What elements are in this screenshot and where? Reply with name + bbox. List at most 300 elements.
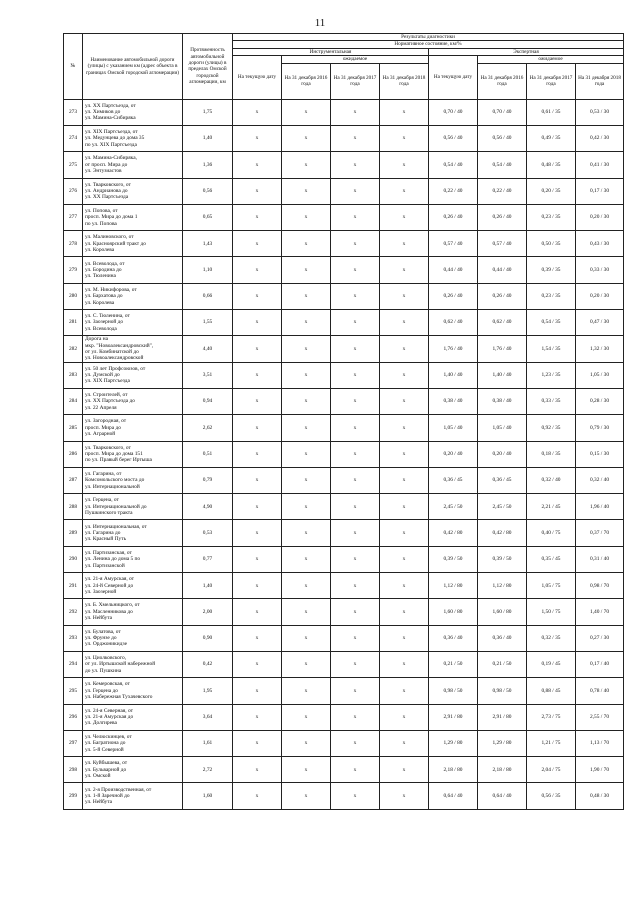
table-row xyxy=(64,310,624,336)
table-row xyxy=(64,204,624,230)
instrumental-current: x xyxy=(233,415,282,441)
road-length: 1,55 xyxy=(183,310,233,336)
instrumental-2018: x xyxy=(380,231,429,257)
expert-2018: 0,17 / 40 xyxy=(576,651,624,677)
instrumental-2016: x xyxy=(282,336,331,362)
expert-2017: 1,23 / 35 xyxy=(527,362,576,388)
road-name: ул. Мамина-Сибиряка, от просп. Мира до ул. Энтузиастов xyxy=(83,152,183,178)
table-row xyxy=(64,704,624,730)
road-name: ул. Загородная, от просп. Мира до ул. Аграрной xyxy=(83,415,183,441)
expert-2017: 0,48 / 35 xyxy=(527,152,576,178)
instrumental-2018: x xyxy=(380,441,429,467)
instrumental-current: x xyxy=(233,257,282,283)
road-length: 0,77 xyxy=(183,546,233,572)
road-length: 0,65 xyxy=(183,204,233,230)
instrumental-2018: x xyxy=(380,310,429,336)
instrumental-2016: x xyxy=(282,125,331,151)
expert-2017: 0,32 / 35 xyxy=(527,625,576,651)
instrumental-2017: x xyxy=(331,152,380,178)
instrumental-2016: x xyxy=(282,651,331,677)
road-length: 0,42 xyxy=(183,651,233,677)
expert-2017: 0,23 / 35 xyxy=(527,204,576,230)
road-length: 1,36 xyxy=(183,152,233,178)
instrumental-2018: x xyxy=(380,204,429,230)
instrumental-2018: x xyxy=(380,152,429,178)
header-expert-2017: На 31 декабря 2017 года xyxy=(527,63,576,99)
instrumental-2018: x xyxy=(380,625,429,651)
instrumental-current: x xyxy=(233,362,282,388)
row-number: 281 xyxy=(64,310,83,336)
expert-2018: 2,55 / 70 xyxy=(576,704,624,730)
road-name: ул. 2-я Производственная, от ул. 1-й Заречной до ул. Нейбута xyxy=(83,783,183,809)
expert-2017: 2,04 / 75 xyxy=(527,757,576,783)
road-length: 0,51 xyxy=(183,441,233,467)
expert-2018: 1,13 / 70 xyxy=(576,730,624,756)
road-name: Дорога на мкр. "Новоалександровский", от ул. Комбинатской до ул. Новоалександровской xyxy=(83,336,183,362)
expert-current: 0,26 / 40 xyxy=(429,283,478,309)
row-number: 295 xyxy=(64,678,83,704)
instrumental-2016: x xyxy=(282,388,331,414)
row-number: 275 xyxy=(64,152,83,178)
instrumental-2018: x xyxy=(380,362,429,388)
expert-2017: 0,19 / 45 xyxy=(527,651,576,677)
instrumental-current: x xyxy=(233,388,282,414)
expert-2017: 0,20 / 35 xyxy=(527,178,576,204)
row-number: 273 xyxy=(64,99,83,125)
road-name: ул. 21-я Амурская, от ул. 24-й Северной до ул. Заозерной xyxy=(83,573,183,599)
expert-2017: 0,35 / 45 xyxy=(527,546,576,572)
instrumental-2017: x xyxy=(331,757,380,783)
instrumental-2017: x xyxy=(331,336,380,362)
expert-2018: 0,47 / 30 xyxy=(576,310,624,336)
expert-2016: 1,29 / 80 xyxy=(478,730,527,756)
expert-2016: 1,40 / 40 xyxy=(478,362,527,388)
table-row xyxy=(64,730,624,756)
road-name: ул. М. Никифорова, от ул. Бархатова до ул. Королева xyxy=(83,283,183,309)
instrumental-2016: x xyxy=(282,599,331,625)
header-number: № xyxy=(64,34,83,100)
expert-current: 0,98 / 50 xyxy=(429,678,478,704)
instrumental-2017: x xyxy=(331,310,380,336)
row-number: 297 xyxy=(64,730,83,756)
expert-current: 0,70 / 40 xyxy=(429,99,478,125)
instrumental-current: x xyxy=(233,625,282,651)
road-name: ул. Малиновского, от ул. Красноярский тракт до ул. Королева xyxy=(83,231,183,257)
expert-2018: 0,37 / 70 xyxy=(576,520,624,546)
expert-2018: 0,78 / 40 xyxy=(576,678,624,704)
instrumental-2016: x xyxy=(282,99,331,125)
expert-2018: 0,43 / 30 xyxy=(576,231,624,257)
instrumental-2018: x xyxy=(380,783,429,809)
instrumental-2018: x xyxy=(380,125,429,151)
expert-2016: 0,21 / 50 xyxy=(478,651,527,677)
header-expert-2018: На 31 декабря 2018 года xyxy=(576,63,624,99)
instrumental-2018: x xyxy=(380,599,429,625)
instrumental-2017: x xyxy=(331,283,380,309)
expert-2018: 0,27 / 30 xyxy=(576,625,624,651)
expert-current: 0,36 / 40 xyxy=(429,625,478,651)
expert-2017: 1,21 / 75 xyxy=(527,730,576,756)
instrumental-2017: x xyxy=(331,125,380,151)
header-expert: Экспертная xyxy=(429,48,624,55)
expert-current: 0,22 / 40 xyxy=(429,178,478,204)
instrumental-2017: x xyxy=(331,520,380,546)
expert-2017: 2,21 / 45 xyxy=(527,494,576,520)
instrumental-2018: x xyxy=(380,520,429,546)
instrumental-2016: x xyxy=(282,204,331,230)
instrumental-2018: x xyxy=(380,178,429,204)
instrumental-2017: x xyxy=(331,178,380,204)
instrumental-2018: x xyxy=(380,494,429,520)
expert-current: 1,12 / 80 xyxy=(429,573,478,599)
table-row xyxy=(64,520,624,546)
road-length: 2,72 xyxy=(183,757,233,783)
row-number: 280 xyxy=(64,283,83,309)
road-name: ул. XX Партсъезда, от ул. Химиков до ул. Мамина-Сибиряка xyxy=(83,99,183,125)
instrumental-2016: x xyxy=(282,467,331,493)
expert-2016: 0,36 / 45 xyxy=(478,467,527,493)
road-name: ул. Куйбышева, от ул. Бульварной до ул. Омской xyxy=(83,757,183,783)
road-length: 2,62 xyxy=(183,415,233,441)
header-length: Протяженность автомобильной дороги (улицы) в пределах Омской городской агломерации, км xyxy=(183,34,233,100)
instrumental-2017: x xyxy=(331,704,380,730)
expert-2016: 0,44 / 40 xyxy=(478,257,527,283)
expert-2016: 0,36 / 40 xyxy=(478,625,527,651)
instrumental-2018: x xyxy=(380,257,429,283)
instrumental-current: x xyxy=(233,573,282,599)
row-number: 290 xyxy=(64,546,83,572)
table-row xyxy=(64,257,624,283)
expert-2016: 0,20 / 40 xyxy=(478,441,527,467)
instrumental-current: x xyxy=(233,99,282,125)
header-instr-2017: На 31 декабря 2017 года xyxy=(331,63,380,99)
instrumental-2016: x xyxy=(282,573,331,599)
expert-2018: 0,28 / 30 xyxy=(576,388,624,414)
expert-current: 0,62 / 40 xyxy=(429,310,478,336)
header-expert-current: На текущую дату xyxy=(429,56,478,99)
table-row xyxy=(64,546,624,572)
row-number: 296 xyxy=(64,704,83,730)
instrumental-2017: x xyxy=(331,783,380,809)
expert-2016: 0,42 / 80 xyxy=(478,520,527,546)
row-number: 285 xyxy=(64,415,83,441)
table-row xyxy=(64,783,624,809)
instrumental-2016: x xyxy=(282,257,331,283)
road-length: 4,40 xyxy=(183,336,233,362)
road-length: 1,60 xyxy=(183,783,233,809)
road-length: 0,94 xyxy=(183,388,233,414)
road-length: 0,90 xyxy=(183,625,233,651)
header-normative: Нормативное состояние, км/% xyxy=(233,41,624,48)
expert-current: 0,39 / 50 xyxy=(429,546,478,572)
expert-2018: 1,32 / 30 xyxy=(576,336,624,362)
instrumental-current: x xyxy=(233,204,282,230)
row-number: 299 xyxy=(64,783,83,809)
table-body xyxy=(64,99,624,809)
expert-2018: 0,20 / 30 xyxy=(576,204,624,230)
road-name: ул. 50 лет Профсоюзов, от ул. Думской до ул. XIX Партсъезда xyxy=(83,362,183,388)
instrumental-2018: x xyxy=(380,467,429,493)
table-row xyxy=(64,573,624,599)
instrumental-2018: x xyxy=(380,415,429,441)
road-length: 0,79 xyxy=(183,467,233,493)
expert-current: 0,20 / 40 xyxy=(429,441,478,467)
instrumental-2018: x xyxy=(380,704,429,730)
instrumental-2016: x xyxy=(282,178,331,204)
instrumental-2016: x xyxy=(282,283,331,309)
header-instr-expected: ожидаемое xyxy=(282,56,429,63)
instrumental-current: x xyxy=(233,125,282,151)
instrumental-current: x xyxy=(233,783,282,809)
expert-2017: 0,61 / 35 xyxy=(527,99,576,125)
expert-2016: 0,38 / 40 xyxy=(478,388,527,414)
expert-2016: 0,26 / 40 xyxy=(478,283,527,309)
table-row xyxy=(64,599,624,625)
instrumental-2018: x xyxy=(380,99,429,125)
expert-2018: 1,90 / 70 xyxy=(576,757,624,783)
instrumental-2017: x xyxy=(331,467,380,493)
road-name: ул. Попова, от просп. Мира до дома 1 по ул. Попова xyxy=(83,204,183,230)
expert-2017: 1,05 / 75 xyxy=(527,573,576,599)
table-row xyxy=(64,625,624,651)
instrumental-2018: x xyxy=(380,336,429,362)
road-length: 0,56 xyxy=(183,178,233,204)
instrumental-2017: x xyxy=(331,204,380,230)
road-name: ул. Строителей, от ул. XX Партсъезда до ул. 22 Апреля xyxy=(83,388,183,414)
expert-current: 2,45 / 50 xyxy=(429,494,478,520)
instrumental-current: x xyxy=(233,546,282,572)
instrumental-2017: x xyxy=(331,441,380,467)
instrumental-2016: x xyxy=(282,231,331,257)
expert-2017: 0,92 / 35 xyxy=(527,415,576,441)
expert-current: 0,54 / 40 xyxy=(429,152,478,178)
road-name: ул. Всеволода, от ул. Бородина до ул. Тюленина xyxy=(83,257,183,283)
expert-2018: 0,42 / 30 xyxy=(576,125,624,151)
instrumental-2018: x xyxy=(380,546,429,572)
expert-current: 1,60 / 80 xyxy=(429,599,478,625)
expert-2018: 1,96 / 40 xyxy=(576,494,624,520)
expert-2017: 1,50 / 75 xyxy=(527,599,576,625)
expert-2017: 0,49 / 35 xyxy=(527,125,576,151)
road-name: ул. Челюскинцев, от ул. Багратиона до ул. 5-й Северной xyxy=(83,730,183,756)
expert-2016: 0,64 / 40 xyxy=(478,783,527,809)
instrumental-current: x xyxy=(233,651,282,677)
diagnostics-table xyxy=(63,33,624,810)
road-length: 0,66 xyxy=(183,283,233,309)
row-number: 287 xyxy=(64,467,83,493)
expert-2016: 2,45 / 50 xyxy=(478,494,527,520)
table-row xyxy=(64,415,624,441)
row-number: 279 xyxy=(64,257,83,283)
expert-2016: 0,54 / 40 xyxy=(478,152,527,178)
expert-2018: 0,79 / 30 xyxy=(576,415,624,441)
instrumental-current: x xyxy=(233,494,282,520)
expert-current: 0,36 / 45 xyxy=(429,467,478,493)
instrumental-2017: x xyxy=(331,388,380,414)
instrumental-2016: x xyxy=(282,310,331,336)
instrumental-2016: x xyxy=(282,494,331,520)
expert-2017: 0,54 / 35 xyxy=(527,310,576,336)
instrumental-2016: x xyxy=(282,730,331,756)
instrumental-2017: x xyxy=(331,99,380,125)
row-number: 286 xyxy=(64,441,83,467)
expert-2016: 0,22 / 40 xyxy=(478,178,527,204)
expert-2018: 0,48 / 30 xyxy=(576,783,624,809)
expert-current: 1,76 / 40 xyxy=(429,336,478,362)
road-name: ул. Интернациональная, от ул. Гагарина до ул. Красный Путь xyxy=(83,520,183,546)
instrumental-2017: x xyxy=(331,546,380,572)
instrumental-current: x xyxy=(233,730,282,756)
table-row xyxy=(64,467,624,493)
instrumental-current: x xyxy=(233,178,282,204)
expert-2016: 0,98 / 50 xyxy=(478,678,527,704)
table-row xyxy=(64,678,624,704)
table-row xyxy=(64,231,624,257)
instrumental-2017: x xyxy=(331,415,380,441)
instrumental-current: x xyxy=(233,152,282,178)
expert-current: 0,64 / 40 xyxy=(429,783,478,809)
row-number: 278 xyxy=(64,231,83,257)
expert-2017: 0,50 / 35 xyxy=(527,231,576,257)
expert-2016: 0,70 / 40 xyxy=(478,99,527,125)
expert-2016: 2,91 / 80 xyxy=(478,704,527,730)
table-row xyxy=(64,125,624,151)
row-number: 284 xyxy=(64,388,83,414)
header-instr-2016: На 31 декабря 2016 года xyxy=(282,63,331,99)
row-number: 293 xyxy=(64,625,83,651)
expert-2018: 0,32 / 40 xyxy=(576,467,624,493)
row-number: 289 xyxy=(64,520,83,546)
instrumental-2017: x xyxy=(331,494,380,520)
expert-current: 0,38 / 40 xyxy=(429,388,478,414)
instrumental-current: x xyxy=(233,704,282,730)
instrumental-current: x xyxy=(233,678,282,704)
expert-2017: 0,33 / 35 xyxy=(527,388,576,414)
expert-current: 0,56 / 40 xyxy=(429,125,478,151)
road-length: 0,53 xyxy=(183,520,233,546)
expert-current: 0,21 / 50 xyxy=(429,651,478,677)
expert-2016: 0,56 / 40 xyxy=(478,125,527,151)
header-results: Результаты диагностики xyxy=(233,34,624,41)
table-row xyxy=(64,152,624,178)
row-number: 283 xyxy=(64,362,83,388)
road-name: ул. Тварковского, от ул. Андрианова до ул. XX Партсъезда xyxy=(83,178,183,204)
page-number: 11 xyxy=(314,17,326,29)
expert-current: 2,18 / 80 xyxy=(429,757,478,783)
road-length: 1,95 xyxy=(183,678,233,704)
expert-current: 0,57 / 40 xyxy=(429,231,478,257)
instrumental-2017: x xyxy=(331,362,380,388)
expert-2018: 0,98 / 70 xyxy=(576,573,624,599)
road-name: ул. Кемеровская, от ул. Герцена до ул. Набережная Тухачевского xyxy=(83,678,183,704)
instrumental-2018: x xyxy=(380,678,429,704)
instrumental-2016: x xyxy=(282,415,331,441)
road-length: 3,51 xyxy=(183,362,233,388)
instrumental-2016: x xyxy=(282,678,331,704)
expert-2017: 0,32 / 40 xyxy=(527,467,576,493)
table-row xyxy=(64,494,624,520)
row-number: 276 xyxy=(64,178,83,204)
instrumental-current: x xyxy=(233,757,282,783)
row-number: 274 xyxy=(64,125,83,151)
row-number: 277 xyxy=(64,204,83,230)
road-length: 4,90 xyxy=(183,494,233,520)
road-length: 1,75 xyxy=(183,99,233,125)
instrumental-current: x xyxy=(233,310,282,336)
instrumental-2016: x xyxy=(282,362,331,388)
instrumental-2016: x xyxy=(282,783,331,809)
instrumental-2018: x xyxy=(380,388,429,414)
header-instrumental: Инструментальная xyxy=(233,48,429,55)
header-instr-current: На текущую дату xyxy=(233,56,282,99)
expert-2018: 0,33 / 30 xyxy=(576,257,624,283)
road-length: 1,10 xyxy=(183,257,233,283)
instrumental-2017: x xyxy=(331,678,380,704)
instrumental-2016: x xyxy=(282,441,331,467)
header-expert-2016: На 31 декабря 2016 года xyxy=(478,63,527,99)
instrumental-current: x xyxy=(233,441,282,467)
expert-2017: 0,88 / 45 xyxy=(527,678,576,704)
road-name: ул. Б. Хмельницкого, от ул. Масленникова до ул. Нейбута xyxy=(83,599,183,625)
expert-2016: 1,76 / 40 xyxy=(478,336,527,362)
instrumental-2017: x xyxy=(331,625,380,651)
row-number: 292 xyxy=(64,599,83,625)
road-length: 2,00 xyxy=(183,599,233,625)
table-row xyxy=(64,336,624,362)
expert-2017: 1,54 / 35 xyxy=(527,336,576,362)
row-number: 298 xyxy=(64,757,83,783)
expert-current: 0,42 / 80 xyxy=(429,520,478,546)
expert-current: 1,05 / 40 xyxy=(429,415,478,441)
row-number: 288 xyxy=(64,494,83,520)
expert-current: 0,26 / 40 xyxy=(429,204,478,230)
road-length: 3,64 xyxy=(183,704,233,730)
expert-2016: 1,12 / 80 xyxy=(478,573,527,599)
expert-2016: 0,62 / 40 xyxy=(478,310,527,336)
expert-current: 1,29 / 80 xyxy=(429,730,478,756)
expert-2017: 2,73 / 75 xyxy=(527,704,576,730)
expert-2017: 0,23 / 35 xyxy=(527,283,576,309)
expert-2016: 1,60 / 80 xyxy=(478,599,527,625)
road-length: 1,43 xyxy=(183,231,233,257)
instrumental-current: x xyxy=(233,599,282,625)
header-instr-2018: На 31 декабря 2018 года xyxy=(380,63,429,99)
expert-2017: 0,56 / 35 xyxy=(527,783,576,809)
road-name: ул. Гагарина, от Комсомольского моста до ул. Интернациональной xyxy=(83,467,183,493)
instrumental-2018: x xyxy=(380,651,429,677)
instrumental-2017: x xyxy=(331,599,380,625)
road-name: ул. 24-я Северная, от ул. 21-я Амурская до ул. Долгирева xyxy=(83,704,183,730)
road-length: 1,40 xyxy=(183,573,233,599)
road-name: ул. Циолковского, от ул. Иртышской набережной до ул. Пушкина xyxy=(83,651,183,677)
expert-2018: 0,15 / 30 xyxy=(576,441,624,467)
instrumental-2017: x xyxy=(331,651,380,677)
expert-current: 0,44 / 40 xyxy=(429,257,478,283)
instrumental-2016: x xyxy=(282,520,331,546)
road-name: ул. Булатова, от ул. Фрунзе до ул. Орджоникидзе xyxy=(83,625,183,651)
expert-current: 1,40 / 40 xyxy=(429,362,478,388)
instrumental-current: x xyxy=(233,283,282,309)
road-name: ул. Партизанская, от ул. Ленина до дома 5 по ул. Партизанской xyxy=(83,546,183,572)
instrumental-2016: x xyxy=(282,757,331,783)
expert-2017: 0,39 / 35 xyxy=(527,257,576,283)
instrumental-2018: x xyxy=(380,283,429,309)
instrumental-current: x xyxy=(233,467,282,493)
road-length: 1,61 xyxy=(183,730,233,756)
expert-2016: 1,05 / 40 xyxy=(478,415,527,441)
expert-2016: 2,18 / 80 xyxy=(478,757,527,783)
row-number: 294 xyxy=(64,651,83,677)
